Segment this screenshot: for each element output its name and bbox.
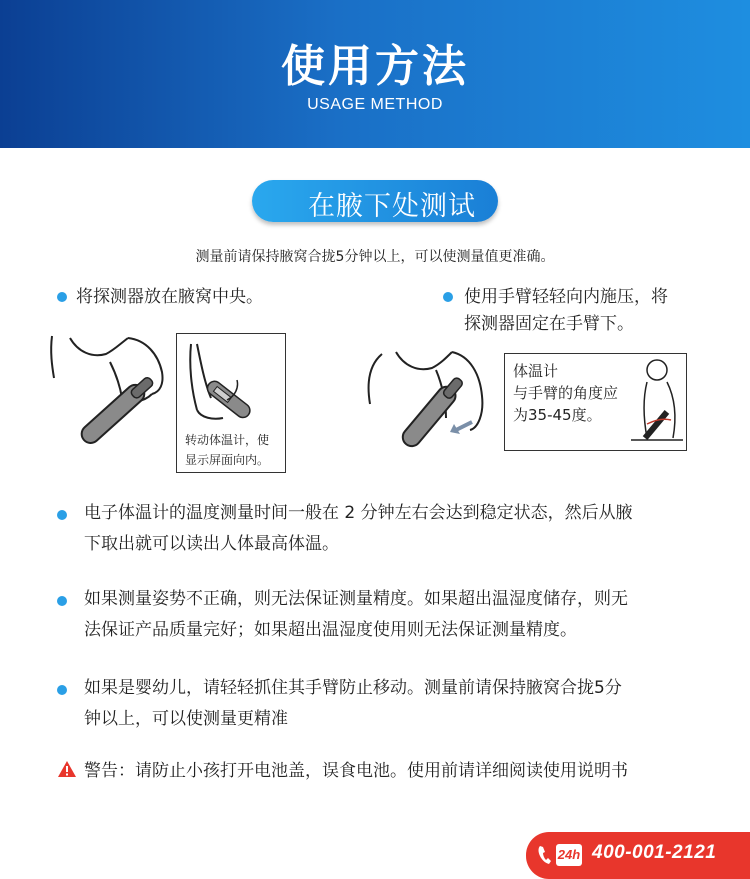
- bullet-dot: [57, 685, 67, 695]
- angle-guide-caption: [513, 360, 618, 426]
- bullet-dot: [57, 596, 67, 606]
- paragraph-infant: [84, 673, 622, 735]
- section-heading: [252, 180, 498, 222]
- step-1-line-1: 将探测器放在腋窝中央。: [76, 287, 263, 307]
- armpit-placement-illustration: [48, 332, 178, 456]
- arm-press-illustration: [360, 344, 495, 456]
- bullet-dot: [57, 510, 67, 520]
- rotate-caption-line-1: 转动体温计，使: [185, 433, 270, 447]
- bullet-dot: [57, 292, 67, 302]
- paragraph-3-line-1: 如果是婴幼儿，请轻轻抓住其手臂防止移动。测量前请保持腋窝合拢5分: [84, 678, 622, 698]
- angle-caption-line-2: 与手臂的角度应: [513, 384, 619, 402]
- angle-caption-line-1: 体温计: [513, 362, 559, 380]
- page-title: 使用方法: [281, 41, 469, 92]
- step-2-line-2: 探测器固定在手臂下。: [464, 314, 634, 334]
- 24h-badge: 24h: [556, 844, 582, 866]
- paragraph-precision: [84, 584, 628, 646]
- hotline-number[interactable]: 400-001-2121: [592, 842, 717, 863]
- angle-caption-line-3: 为35-45度。: [513, 406, 602, 424]
- angle-guide-figure: [627, 354, 687, 450]
- angle-guide-inset: [504, 353, 687, 451]
- step-1-text: [76, 284, 263, 311]
- step-2-line-1: 使用手臂轻轻向内施压，将: [464, 287, 668, 307]
- warning-text: 警告：请防止小孩打开电池盖，误食电池。使用前请详细阅读使用说明书: [84, 761, 628, 781]
- rotate-thermometer-figure: [177, 334, 284, 426]
- warning-icon: [57, 760, 77, 778]
- rotate-thermometer-inset: [176, 333, 286, 473]
- phone-icon: [536, 844, 554, 866]
- section-heading-label: 在腋下处测试: [308, 191, 476, 222]
- page-header: [0, 0, 750, 148]
- bullet-dot: [443, 292, 453, 302]
- intro-text: 测量前请保持腋窝合拢5分钟以上，可以使测量值更准确。: [195, 249, 555, 265]
- paragraph-3-line-2: 钟以上，可以使测量更精准: [84, 709, 288, 729]
- paragraph-1-line-1: 电子体温计的温度测量时间一般在 2 分钟左右会达到稳定状态，然后从腋: [84, 503, 633, 523]
- page-subtitle: USAGE METHOD: [307, 96, 443, 113]
- paragraph-1-line-2: 下取出就可以读出人体最高体温。: [84, 534, 339, 554]
- hotline-banner: [526, 832, 750, 879]
- step-2-text: [464, 284, 668, 338]
- paragraph-2-line-1: 如果测量姿势不正确，则无法保证测量精度。如果超出温湿度储存，则无: [84, 589, 628, 609]
- rotate-caption-line-2: 显示屏面向内。: [185, 453, 270, 467]
- rotate-thermometer-caption: [185, 430, 269, 470]
- paragraph-measure-time: [84, 498, 633, 560]
- paragraph-2-line-2: 法保证产品质量完好；如果超出温湿度使用则无法保证测量精度。: [84, 620, 577, 640]
